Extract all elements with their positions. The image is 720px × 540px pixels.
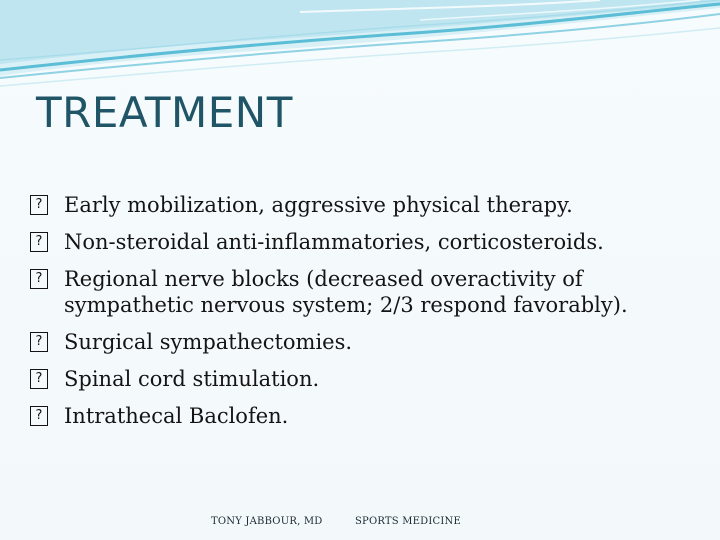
bullet-text: Intrathecal Baclofen. xyxy=(64,404,289,428)
slide-title: TREATMENT xyxy=(36,88,293,137)
footer-author: TONY JABBOUR, MD xyxy=(211,516,323,527)
bullet-text: Early mobilization, aggressive physical therapy. xyxy=(64,193,573,217)
bullet-text: Spinal cord stimulation. xyxy=(64,367,320,391)
footer-department: SPORTS MEDICINE xyxy=(355,516,461,527)
bullet-text: Non-steroidal anti-inflammatories, corticosteroids. xyxy=(64,230,604,254)
missing-glyph-bullet-icon: ? xyxy=(30,332,48,352)
missing-glyph-bullet-icon: ? xyxy=(30,195,48,215)
header-wave-decoration xyxy=(0,0,720,90)
missing-glyph-bullet-icon: ? xyxy=(30,406,48,426)
bullet-item-intrathecal-baclofen xyxy=(30,403,690,429)
bullet-list xyxy=(30,192,690,440)
missing-glyph-bullet-icon: ? xyxy=(30,369,48,389)
bullet-item-early-mobilization xyxy=(30,192,690,218)
bullet-item-nerve-blocks xyxy=(30,266,690,318)
bullet-item-nsaids xyxy=(30,229,690,255)
missing-glyph-bullet-icon: ? xyxy=(30,269,48,289)
bullet-text: Regional nerve blocks (decreased overactivity of sympathetic nervous system; 2/3 respond favorably). xyxy=(64,267,628,317)
bullet-text: Surgical sympathectomies. xyxy=(64,330,353,354)
bullet-item-sympathectomies xyxy=(30,329,690,355)
missing-glyph-bullet-icon: ? xyxy=(30,232,48,252)
bullet-item-spinal-cord-stimulation xyxy=(30,366,690,392)
